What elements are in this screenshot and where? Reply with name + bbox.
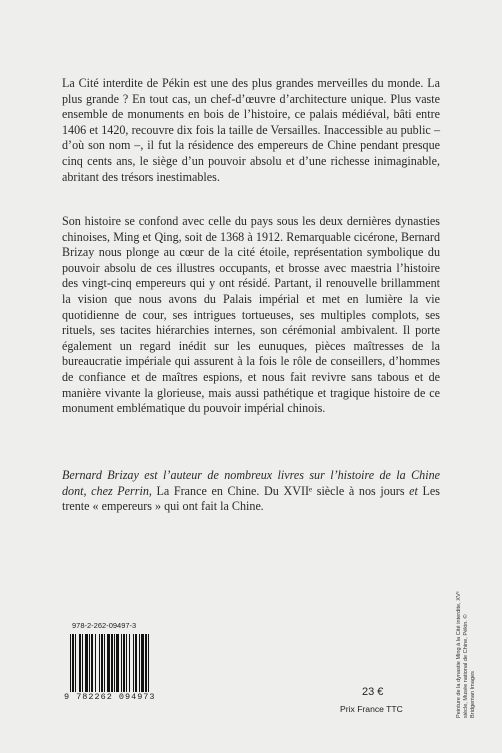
barcode-digits: 9 782262 094973 [64, 692, 156, 702]
author-book-title-1: La France en Chine. Du XVIIᵉ siècle à nos jours [156, 483, 405, 498]
barcode-image [68, 634, 176, 692]
summary-paragraph-2: Son histoire se confond avec celle du pays sous les deux dernières dynasties chinoises, Ming et Qing, soit de 1368 à 1912. Remarquable cicérone, Bernard Brizay nous plonge au cœur de la cité étoile, représentation symbolique du pouvoir absolu de ces illustres occupants, et brosse avec maestria l’histoire des vingt-cinq empereurs qui y ont résidé. Partant, il renouvelle brillamment la vision que nous avons du Palais impérial et met en lumière la vie quotidienne de cour, ses intrigues tortueuses, ses multiples complots, ses rituels, ses tacites hiérarchies internes, son cérémonial ambivalent. Il porte également un regard inédit sur les eunuques, pièces maîtresses de la bureaucratie impériale qui assurent à la fois le rôle de conseillers, d’hommes de confiance et de maîtres espions, et nous fait revivre sans tabous et de manière vivante la glorieuse, mais aussi pathétique et tragique histoire de ce monument emblématique du pouvoir impérial chinois. [62, 214, 440, 416]
author-note-intro: Bernard Brizay est l’auteur de nombreux livres sur l’histoire de la Chine dont, chez Perrin, [62, 468, 440, 498]
summary-paragraph-1: La Cité interdite de Pékin est une des plus grandes merveilles du monde. La plus grande ? En tout cas, un chef-d’œuvre d’architecture unique. Plus vaste ensemble de monuments en bois de l’histoire, ce palais médiéval, bâti entre 1406 et 1420, recouvre dix fois la taille de Versailles. Inaccessible au public – d’où son nom –, il fut la résidence des empereurs de Chine pendant presque cinq cents ans, le siège d’un pouvoir absolu et d’une richesse inimaginable, abritant des trésors inestimables. [62, 76, 440, 184]
author-note-end: . [260, 499, 264, 514]
author-note-connector: et [404, 483, 423, 498]
price-label: Prix France TTC [340, 704, 403, 714]
author-book-title-2: Les trente « empereurs » qui ont fait la Chine [62, 483, 441, 514]
isbn-number: 978-2-262-09497-3 [72, 621, 137, 630]
author-note [62, 468, 440, 515]
price: 23 € [362, 686, 384, 698]
cover-illustration-credit: Peinture de la dynastie Ming à la Cité interdite, XVᵉ siècle, Musée national de Chine, Pékin. © Bridgeman Images [456, 591, 477, 718]
